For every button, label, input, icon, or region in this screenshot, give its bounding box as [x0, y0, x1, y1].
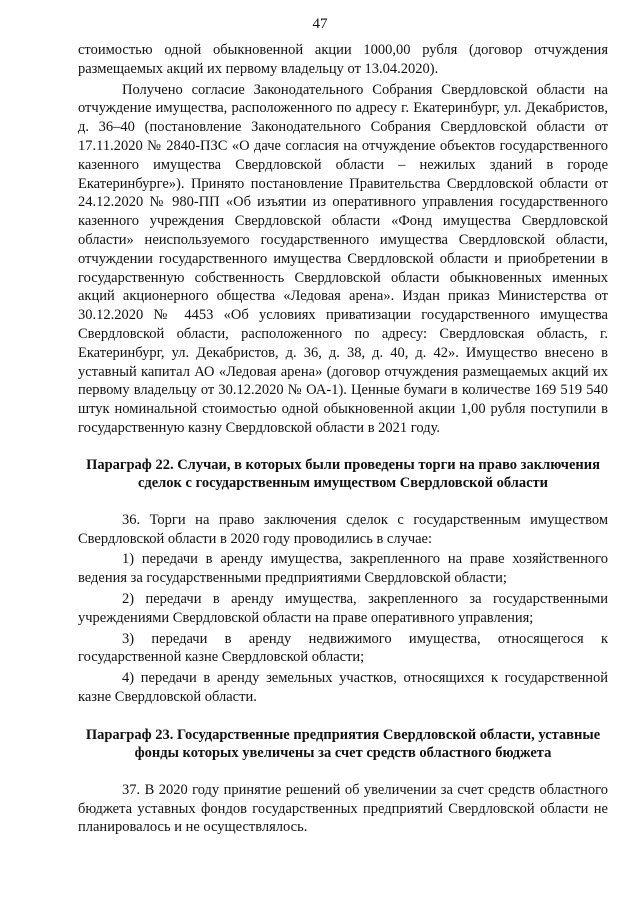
section-heading-23: Параграф 23. Государственные предприятия Свердловской области, уставные фонды которых увеличены за счет средств областного бюджета — [85, 726, 601, 762]
list-item-2: 2) передачи в аренду имущества, закрепленного за государственными учреждениями Свердловской области на праве оперативного управления; — [78, 590, 608, 626]
paragraph-continuation: стоимостью одной обыкновенной акции 1000,00 рубля (договор отчуждения размещаемых акций их первому владельцу от 13.04.2020). — [78, 42, 608, 77]
paragraph-36: 36. Торги на право заключения сделок с государственным имуществом Свердловской области в 2020 году проводились в случае: — [78, 511, 608, 547]
list-item-3: 3) передачи в аренду недвижимого имущества, относящегося к государственной казне Свердловской области; — [78, 630, 608, 666]
paragraph-consent: Получено согласие Законодательного Собрания Свердловской области на отчуждение имущества, расположенного по адресу г. Екатеринбург, ул. Декабристов, д. 36–40 (постановление Законодательного Собрания Свердловской области от 17.11.2020 № 2840-ПЗС «О даче согласия на отчуждение объектов государственного казенного имущества Свердловской области – нежилых зданий в городе Екатеринбурге»). Принято постановление Правительства Свердловской области от 24.12.2020 № 980-ПП «Об изъятии из оперативного управления государственного казенного учреждения Свердловской области «Фонд имущества Свердловской области» неиспользуемого государственного имущества Свердловской области, отчуждении государственного имущества Свердловской области и приобретении в государственную собственность Свердловской области обыкновенных именных акций акционерного общества «Ледовая арена». Издан приказ Министерства от 30.12.2020 № 4453 «Об условиях приватизации государственного имущества Свердловской области, расположенного по адресу: Свердловская область, г. Екатеринбург, ул. Декабристов, д. 36, д. 38, д. 40, д. 42». Имущество внесено в уставный капитал АО «Ледовая арена» (договор отчуждения размещаемых акций их первому владельцу от 30.12.2020 № ОА-1). Ценные бумаги в количестве 169 519 540 штук номинальной стоимостью одной обыкновенной акции 1,00 рубля поступили в государственную казну Свердловской области в 2021 году. — [78, 81, 608, 436]
list-item-4: 4) передачи в аренду земельных участков, относящихся к государственной казне Свердловской области. — [78, 670, 608, 705]
paragraph-37: 37. В 2020 году принятие решений об увеличении за счет средств областного бюджета уставных фондов государственных предприятий Свердловской области не планировалось и не осуществлялось. — [78, 781, 608, 836]
section-heading-22: Параграф 22. Случаи, в которых были проведены торги на право заключения сделок с государственным имуществом Свердловской области — [86, 456, 600, 492]
page-number: 47 — [312, 16, 328, 32]
page-content — [78, 41, 608, 837]
list-item-1: 1) передачи в аренду имущества, закрепленного на праве хозяйственного ведения за государственными предприятиями Свердловской области; — [78, 551, 608, 587]
